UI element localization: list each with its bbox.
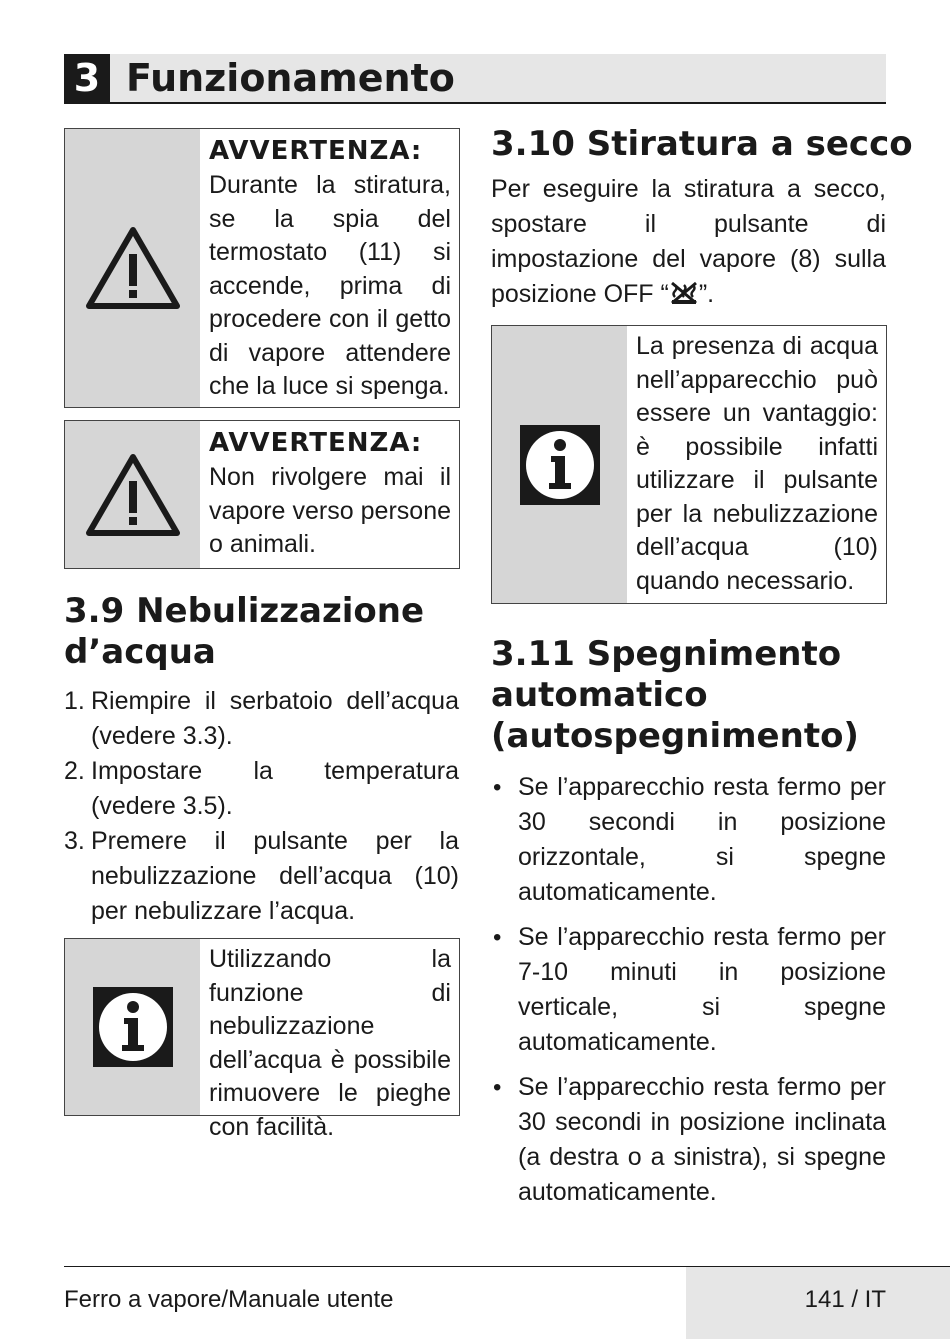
bullet-icon: • (493, 774, 502, 801)
step-text: Riempire il serbatoio dell’acqua (vedere 3.3). (91, 687, 459, 750)
step-number: 1. (64, 687, 85, 715)
list-item (491, 1070, 886, 1210)
list-item (64, 754, 459, 824)
step-text: Impostare la temperatura (vedere 3.5). (91, 757, 459, 820)
footer-page-number: 141 / IT (804, 1286, 886, 1313)
dry-ironing-text (491, 172, 886, 312)
info-text: Utilizzando la funzione di nebulizzazione dell’acqua è possibile rimuovere le pieghe con facilità. (209, 945, 451, 1141)
chapter-number: 3 (64, 54, 110, 102)
section-title-3-10: 3.10 Stiratura a secco (491, 124, 913, 164)
warning-text-cell (209, 133, 451, 404)
warning-text-cell (209, 425, 451, 562)
info-icon (520, 425, 600, 505)
bullet-text: Se l’apparecchio resta fermo per 30 secondi in posizione inclinata (a destra o a sinistra), si spegne automaticamente. (518, 1073, 886, 1206)
info-text: La presenza di acqua nell’apparecchio può essere un vantaggio: è possibile infatti utilizzare il pulsante per la nebulizzazione dell’acqua (10) quando necessario. (636, 332, 878, 595)
steps-list (64, 684, 459, 929)
warning-text: Non rivolgere mai il vapore verso persone o animali. (209, 463, 451, 558)
section-title-3-11: 3.11 Spegnimento automatico (autospegnimento) (491, 634, 859, 756)
info-text-cell (209, 943, 451, 1144)
step-number: 2. (64, 757, 85, 785)
bullet-text: Se l’apparecchio resta fermo per 7-10 minuti in posizione verticale, si spegne automaticamente. (518, 923, 886, 1056)
warning-triangle-icon (85, 453, 181, 537)
warning-title: AVVERTENZA: (209, 136, 423, 166)
warning-title: AVVERTENZA: (209, 428, 423, 458)
bullet-icon: • (493, 924, 502, 951)
chapter-header (64, 54, 886, 104)
warning-text: Durante la stiratura, se la spia del termostato (11) si accende, prima di procedere con il getto di vapore attendere che la luce si spenga. (209, 171, 451, 400)
step-number: 3. (64, 827, 85, 855)
footer-manual-title: Ferro a vapore/Manuale utente (64, 1286, 394, 1313)
list-item (64, 684, 459, 754)
info-icon (93, 987, 173, 1067)
bullet-text: Se l’apparecchio resta fermo per 30 secondi in posizione orizzontale, si spegne automaticamente. (518, 773, 886, 906)
section-title-3-9: 3.9 Nebulizzazione d’acqua (64, 591, 425, 672)
bullet-icon: • (493, 1074, 502, 1101)
list-item (64, 824, 459, 929)
list-item (491, 920, 886, 1060)
warning-triangle-icon (85, 226, 181, 310)
chapter-title: Funzionamento (126, 56, 455, 100)
dry-ironing-text-start: Per eseguire la stiratura a secco, spostare il pulsante di impostazione del vapore (8) sulla posizione OFF “ (491, 175, 886, 308)
warning-box-thermostat (64, 128, 460, 408)
warning-box-steam-direction (64, 420, 460, 569)
dry-ironing-text-end: ”. (698, 280, 715, 308)
info-icon-cell (492, 326, 627, 603)
step-text: Premere il pulsante per la nebulizzazione dell’acqua (10) per nebulizzare l’acqua. (91, 827, 459, 925)
info-icon-cell (65, 939, 200, 1115)
warning-icon-cell (65, 129, 200, 407)
info-box-nebulization (64, 938, 460, 1141)
list-item (491, 770, 886, 910)
info-text-cell (636, 330, 878, 598)
warning-icon-cell (65, 421, 200, 568)
auto-off-list (491, 770, 886, 1220)
steam-off-icon (669, 281, 699, 305)
info-box-water (491, 325, 887, 604)
